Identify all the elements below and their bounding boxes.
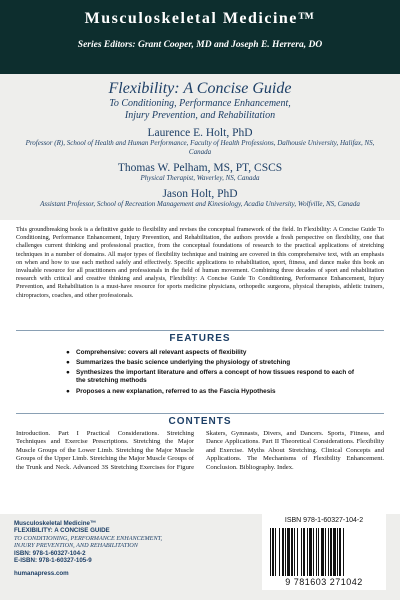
contents-text: Introduction. Part I Practical Considerations. Stretching Techniques and Exercise Prescriptions. Stretching the Major Muscle Groups of the Lower Limb. Stretching the Major Muscle Groups of the Upper Limb. Stretching the Major Muscle Groups of the Trunk and Neck. Advanced 3S Stretching Exercises for Figure Skaters, Gymnasts, Divers, and Dancers. Sports, Fitness, and Dance Applications. Part II Theoretical Considerations. Flexibility and Exercise. Myths About Stretching. Clinical Concepts and Applications. The Mechanisms of Flexibility Enhancement. Conclusion. Bibliography. Index.: [16, 430, 384, 471]
barcode-bar: [333, 528, 336, 576]
book-description: This groundbreaking book is a definitive guide to flexibility and revises the conceptual framework of the field. In Flexibility: A Concise Guide To Conditioning, Performance Enhancement, Injury Prevention, and Rehabilitation, the authors provide a fresh perspective on flexibility, one that challenges current thinking and professional practice, from the conceptual foundations of research to the practical applications of stretching techniques in a number of domains. All major types of flexibility technique and training are covered in this comprehensive text, with an emphasis on when and how to use each method safely and effectively. Specific applications to rehabilitation, sport, fitness, and dance make this book an invaluable resource for all practitioners and professionals in the field of human movement. Combining three decades of sport and rehabilitation research with critical and creative thinking and analysis, Flexibility: A Concise Guide To Conditioning, Performance Enhancement, Injury Prevention, and Rehabilitation is a must-have resource for sports medicine physicians, orthopedic surgeons, physical therapists, athletic trainers, chiropractors, coaches, and other professionals.: [16, 226, 384, 299]
book-subtitle-line1: To Conditioning, Performance Enhancement,: [109, 98, 291, 109]
barcode-bar: [270, 528, 271, 576]
barcode-bar: [279, 528, 280, 576]
features-list: [66, 349, 356, 398]
author-name: Thomas W. Pelham, MS, PT, CSCS: [117, 162, 283, 174]
book-subtitle-line2: Injury Prevention, and Rehabilitation: [124, 110, 276, 121]
isbn-barcode-box: [262, 514, 386, 590]
footer-eisbn: E-ISBN: 978-1-60327-105-9: [14, 557, 92, 565]
feature-text: Summarizes the basic science underlying the physiology of stretching: [76, 359, 291, 367]
bullet-icon: ●: [66, 387, 70, 395]
feature-text: Comprehensive: covers all relevant aspects of flexibility: [76, 349, 247, 356]
barcode-bar: [309, 528, 312, 576]
title-panel: [0, 74, 400, 220]
barcode-bar: [325, 528, 326, 576]
book-title: Flexibility: A Concise Guide: [108, 80, 292, 97]
barcode-bar: [287, 528, 290, 576]
barcode-isbn-label: ISBN 978-1-60327-104-2: [284, 517, 364, 524]
footer-subtitle-line1: TO CONDITIONING, PERFORMANCE ENHANCEMENT,: [14, 534, 163, 542]
barcode-bar: [318, 528, 319, 576]
features-heading: FEATURES: [169, 333, 231, 344]
barcode-bar: [328, 528, 329, 576]
author-name: Laurence E. Holt, PhD: [147, 127, 253, 139]
author-affiliation: Physical Therapist, Waverley, NS, Canada: [140, 174, 260, 182]
barcode-bar: [291, 528, 293, 576]
barcode-bar: [337, 528, 338, 576]
barcode-bar: [282, 528, 284, 576]
footer-series: Musculoskeletal Medicine™: [14, 520, 97, 527]
series-header: [0, 0, 400, 74]
feature-item: [66, 388, 356, 396]
barcode-bar: [285, 528, 286, 576]
barcode-bar: [297, 528, 298, 576]
footer-isbn: ISBN: 978-1-60327-104-2: [14, 549, 86, 557]
series-editors: Series Editors: Grant Cooper, MD and Joseph E. Herrera, DO: [77, 40, 323, 50]
footer-info: [14, 520, 254, 578]
barcode-bar: [330, 528, 332, 576]
barcode-bar: [307, 528, 308, 576]
barcode-bar: [294, 528, 295, 576]
barcode-bar: [272, 528, 274, 576]
barcode-bar: [313, 528, 314, 576]
barcode-number: 9 781603 271042: [285, 577, 363, 587]
author-affiliation: Assistant Professor, School of Recreation Management and Kinesiology, Acadia University, Wolfville, NS, Canada: [40, 200, 360, 208]
bullet-icon: ●: [66, 349, 70, 356]
author-affiliation: Professor (R), School of Health and Human Performance, Faculty of Health Professions, Dalhousie University, Halifax, NS, Canada: [25, 139, 375, 156]
barcode-bar: [301, 528, 302, 576]
feature-item: [66, 349, 356, 357]
bullet-icon: ●: [66, 359, 70, 367]
feature-item: [66, 369, 356, 385]
barcode-bar: [321, 528, 324, 576]
barcode-bar: [303, 528, 305, 576]
author-name: Jason Holt, PhD: [162, 188, 238, 200]
barcode-icon: [268, 528, 380, 576]
barcode-bar: [343, 528, 344, 576]
divider: [16, 413, 384, 414]
barcode-bar: [275, 528, 276, 576]
divider: [16, 330, 384, 331]
series-title: Musculoskeletal Medicine™: [84, 10, 316, 27]
feature-text: Synthesizes the important literature and offers a concept of how tissues respond to each of the stretching methods: [76, 369, 355, 385]
footer-subtitle-line2: INJURY PREVENTION, AND REHABILITATION: [14, 542, 138, 550]
feature-text: Proposes a new explanation, referred to as the Fascia Hypothesis: [76, 387, 276, 395]
barcode-bar: [339, 528, 341, 576]
contents-heading: CONTENTS: [168, 416, 232, 427]
barcode-bar: [316, 528, 317, 576]
publisher-website: humanapress.com: [14, 570, 69, 578]
footer-title: FLEXIBILITY: A CONCISE GUIDE: [14, 527, 110, 535]
feature-item: [66, 359, 356, 367]
bullet-icon: ●: [66, 369, 70, 377]
